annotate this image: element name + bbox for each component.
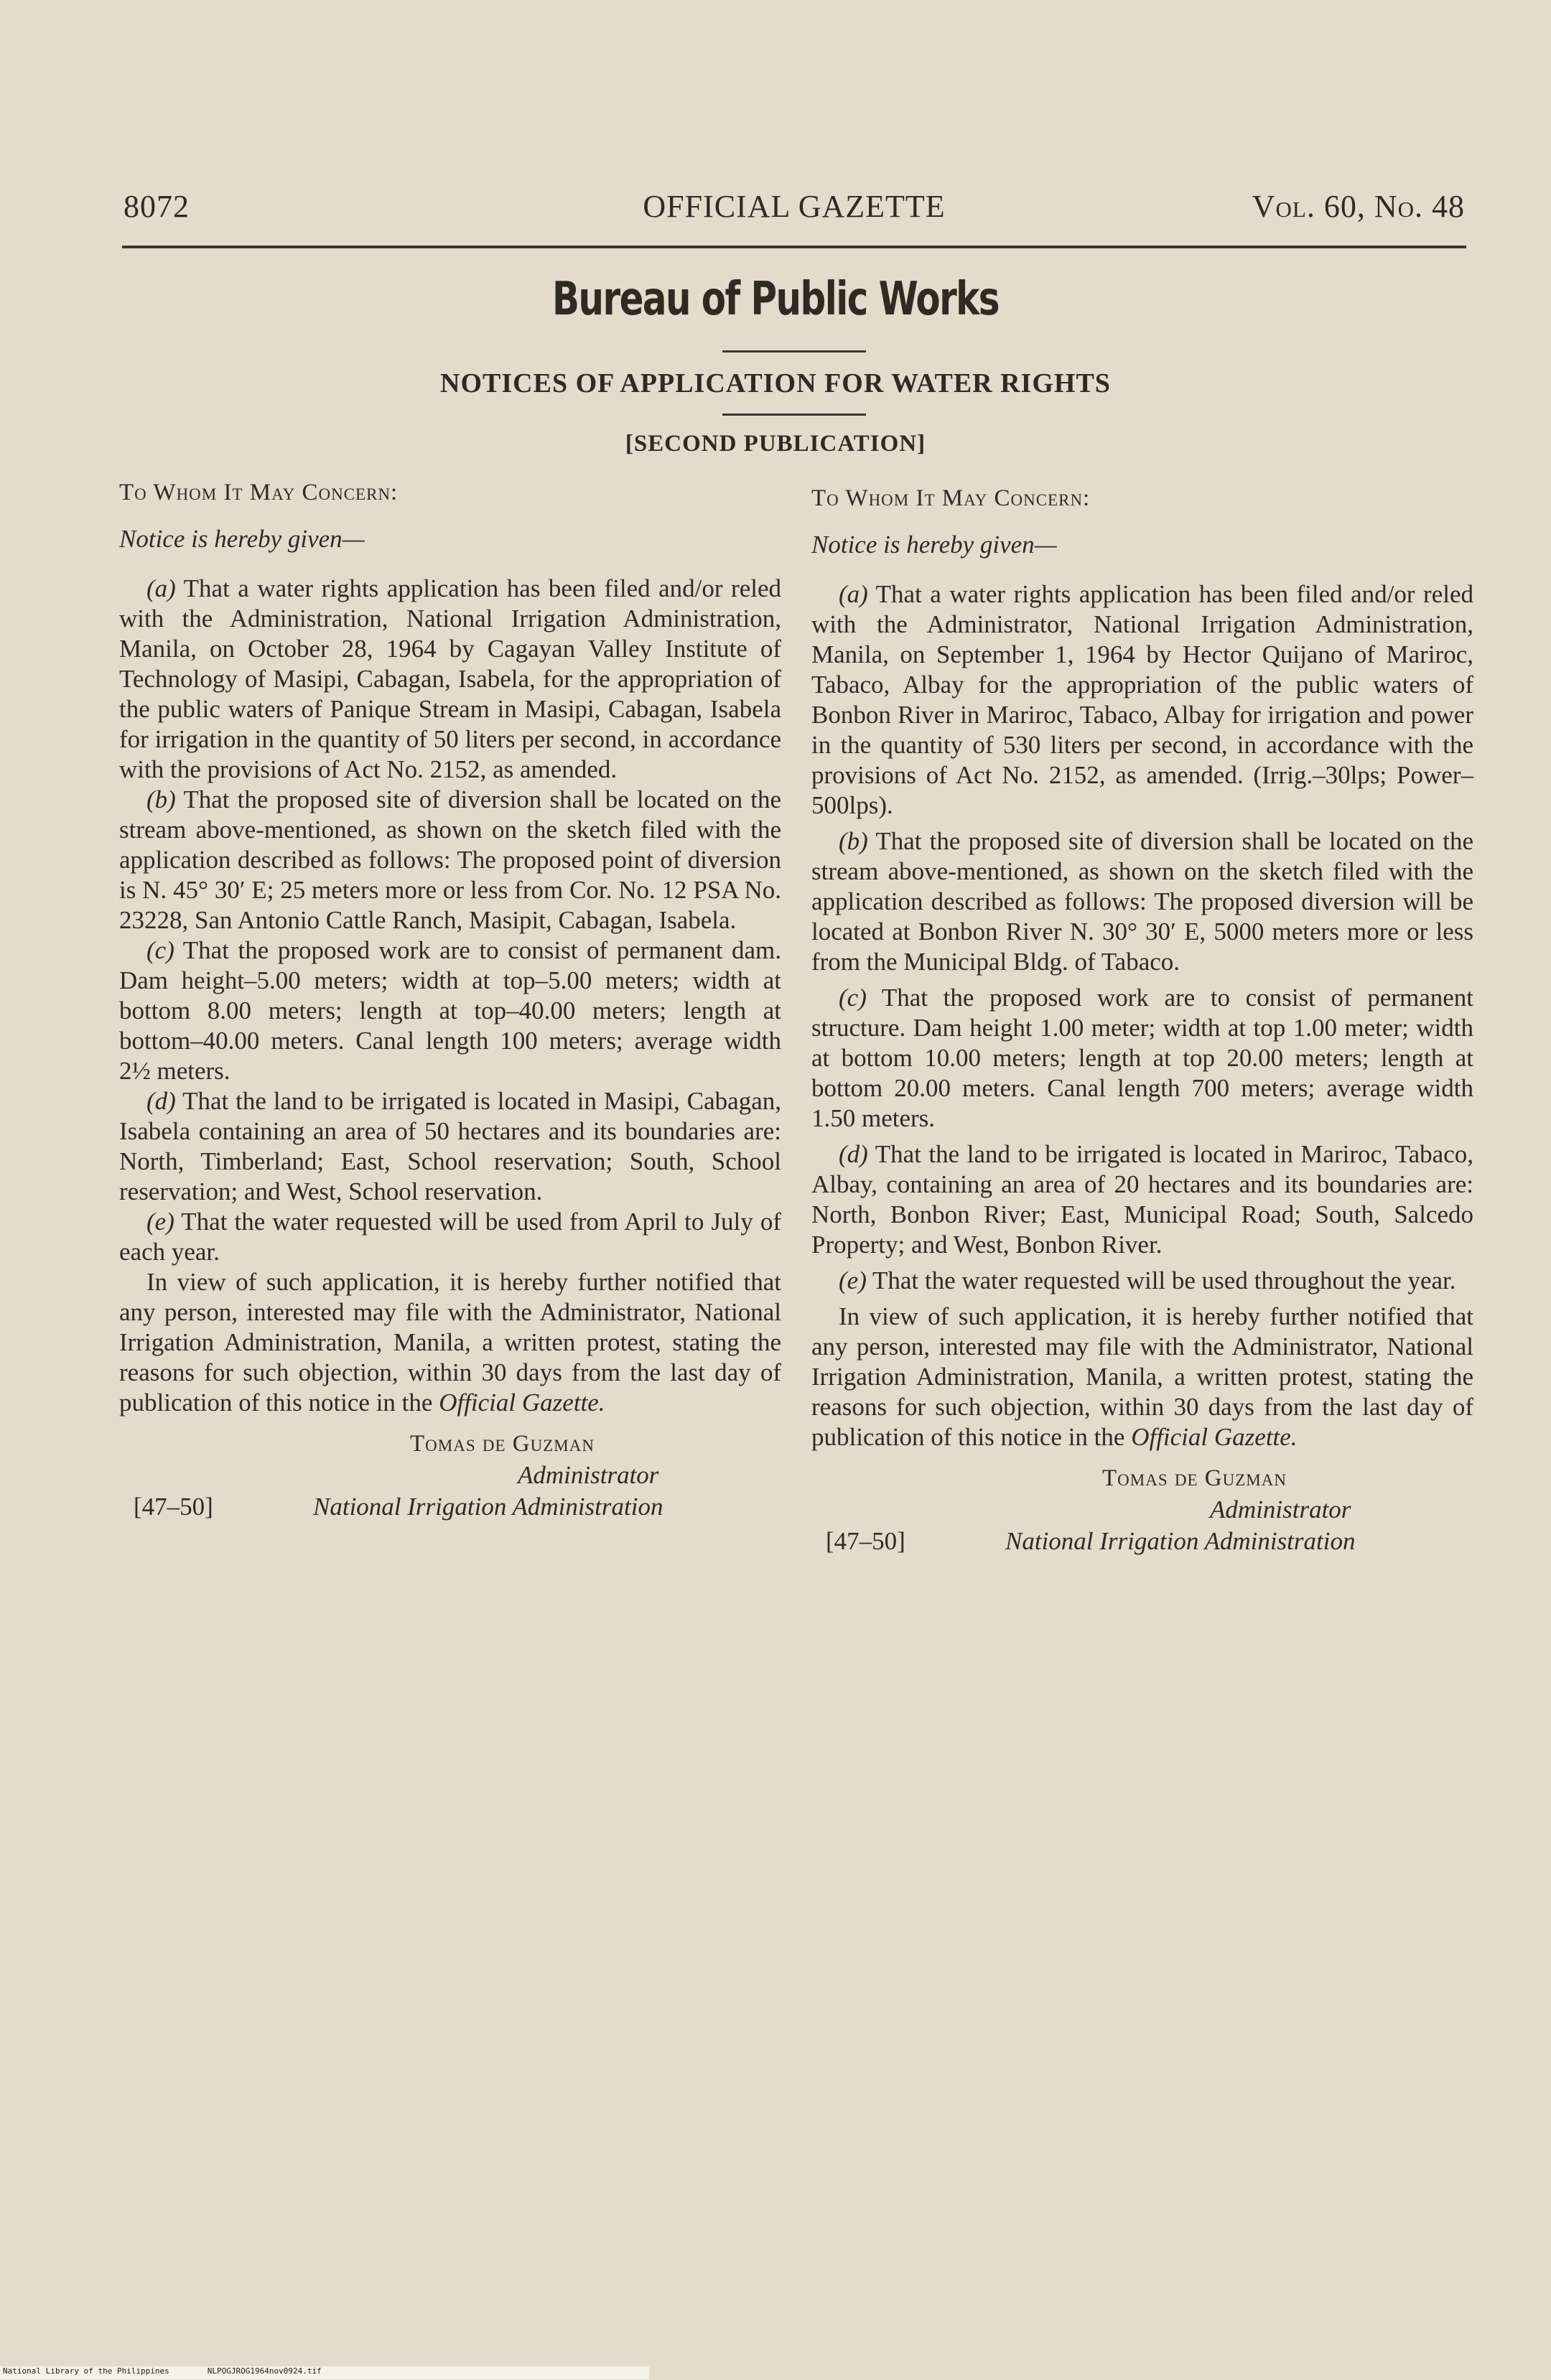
notice-item-e <box>119 1207 781 1267</box>
organization-name: National Irrigation Administration <box>313 1493 663 1521</box>
item-letter: (c) <box>839 984 867 1012</box>
signatory-name: Tomas de Guzman <box>410 1431 595 1457</box>
notice-closing <box>811 1302 1473 1452</box>
item-letter: (c) <box>146 936 174 964</box>
item-text: That a water rights application has been filed and/or reled with the Administration, National Irrigation Administration, Manila, on October 28, 1964 by Cagayan Valley Institute of Technology of Masipi, Cabagan, Isabela, for the appropriation of the public waters of Panique Stream in Masipi, Cabagan, Isabela for irrigation in the quantity of 50 liters per second, in accordance with the provisions of Act No. 2152, as amended. <box>119 574 781 783</box>
item-text: That the water requested will be used throughout the year. <box>866 1266 1456 1294</box>
notice-item-c <box>119 935 781 1086</box>
notice-item-e <box>811 1266 1473 1296</box>
header-rule <box>122 246 1466 248</box>
bureau-title: Bureau of Public Works <box>552 273 999 326</box>
scan-footer <box>0 2366 649 2379</box>
signatory-title: Administrator <box>1210 1495 1351 1523</box>
notice-intro: Notice is hereby given— <box>811 531 1057 559</box>
notice-item-d <box>811 1139 1473 1260</box>
item-text: That a water rights application has been filed and/or reled with the Administrator, National Irrigation Administration, Manila, on September 1, 1964 by Hector Quijano of Mariroc, Tabaco, Albay for the appropriation of the public waters of Bonbon River in Mariroc, Tabaco, Albay for irrigation and power in the quantity of 530 liters per second, in accordance with the provisions of Act No. 2152, as amended. (Irrig.–30lps; Power–500lps). <box>811 580 1473 819</box>
item-letter: (b) <box>146 785 176 813</box>
heading-rule <box>722 414 866 416</box>
item-letter: (e) <box>839 1266 867 1294</box>
notice-right <box>811 485 1473 1573</box>
gazette-reference: Official Gazette. <box>1131 1423 1298 1451</box>
volume-number: Vol. 60, No. 48 <box>1252 189 1465 224</box>
footer-file: NLPOGJROG1964nov0924.tif <box>207 2366 322 2376</box>
notice-item-a <box>811 579 1473 821</box>
item-text: That the proposed work are to consist of permanent structure. Dam height 1.00 meter; width at top 1.00 meter; width at bottom 10.00 meters; length at top 20.00 meters; length at bottom 20.00 meters. Canal length 700 meters; average width 1.50 meters. <box>811 984 1473 1132</box>
gazette-reference: Official Gazette. <box>439 1389 605 1417</box>
notice-item-c <box>811 983 1473 1134</box>
notice-left <box>119 480 781 1539</box>
item-text: That the proposed site of diversion shall be located on the stream above-mentioned, as shown on the sketch filed with the application described as follows: The proposed diversion will be located at Bonbon River N. 30° 30′ E, 5000 meters more or less from the Municipal Bldg. of Tabaco. <box>811 827 1473 976</box>
running-header <box>124 188 1465 231</box>
publication-code: [47–50] <box>134 1493 213 1521</box>
item-letter: (a) <box>839 580 868 608</box>
page-number: 8072 <box>124 189 190 224</box>
item-text: That the proposed work are to consist of permanent dam. Dam height–5.00 meters; width at top–5.00 meters; width at bottom 8.00 meters; length at top–40.00 meters; length at bottom–40.00 meters. Canal length 100 meters; average width 2½ meters. <box>119 936 781 1085</box>
item-text: That the land to be irrigated is located in Masipi, Cabagan, Isabela containing an area of 50 hectares and its boundaries are: North, Timberland; East, School reservation; South, School reservation; and West, School reservation. <box>119 1087 781 1205</box>
closing-text: In view of such application, it is hereby further notified that any person, interested may file with the Administrator, National Irrigation Administration, Manila, a written protest, stating the reasons for such objection, within 30 days from the last day of publication of this notice in the <box>811 1302 1473 1451</box>
notice-item-a <box>119 574 781 785</box>
signature-block <box>811 1465 1473 1573</box>
item-letter: (a) <box>146 574 176 602</box>
item-letter: (d) <box>839 1140 868 1168</box>
notice-item-d <box>119 1086 781 1207</box>
publication-title: OFFICIAL GAZETTE <box>643 189 946 224</box>
item-text: That the proposed site of diversion shall be located on the stream above-mentioned, as shown on the sketch filed with the application described as follows: The proposed point of diversion is N. 45° 30′ E; 25 meters more or less from Cor. No. 12 PSA No. 23228, San Antonio Cattle Ranch, Masipit, Cabagan, Isabela. <box>119 785 781 934</box>
item-letter: (d) <box>146 1087 176 1115</box>
signatory-title: Administrator <box>518 1461 659 1489</box>
signature-block <box>119 1431 781 1539</box>
publication-code: [47–50] <box>826 1527 905 1555</box>
salutation: To Whom It May Concern: <box>811 485 1091 511</box>
item-letter: (e) <box>146 1208 174 1236</box>
item-text: That the land to be irrigated is located in Mariroc, Tabaco, Albay, containing an area of 20 hectares and its boundaries are: North, Bonbon River; East, Municipal Road; South, Salcedo Property; and West, Bonbon River. <box>811 1140 1473 1259</box>
notices-heading: NOTICES OF APPLICATION FOR WATER RIGHTS <box>440 368 1111 398</box>
item-text: That the water requested will be used from April to July of each year. <box>119 1208 781 1266</box>
item-letter: (b) <box>839 827 868 855</box>
signatory-name: Tomas de Guzman <box>1102 1465 1287 1491</box>
notice-intro: Notice is hereby given— <box>119 525 365 553</box>
notice-item-b <box>119 785 781 935</box>
notice-item-b <box>811 826 1473 977</box>
closing-text: In view of such application, it is hereby further notified that any person, interested may file with the Administrator, National Irrigation Administration, Manila, a written protest, stating the reasons for such objection, within 30 days from the last day of publication of this notice in the <box>119 1268 781 1417</box>
footer-source: National Library of the Philippines <box>3 2366 169 2376</box>
salutation: To Whom It May Concern: <box>119 480 399 505</box>
organization-name: National Irrigation Administration <box>1005 1527 1356 1555</box>
publication-tag: [SECOND PUBLICATION] <box>625 431 926 457</box>
title-rule <box>722 350 866 353</box>
notice-closing <box>119 1267 781 1418</box>
